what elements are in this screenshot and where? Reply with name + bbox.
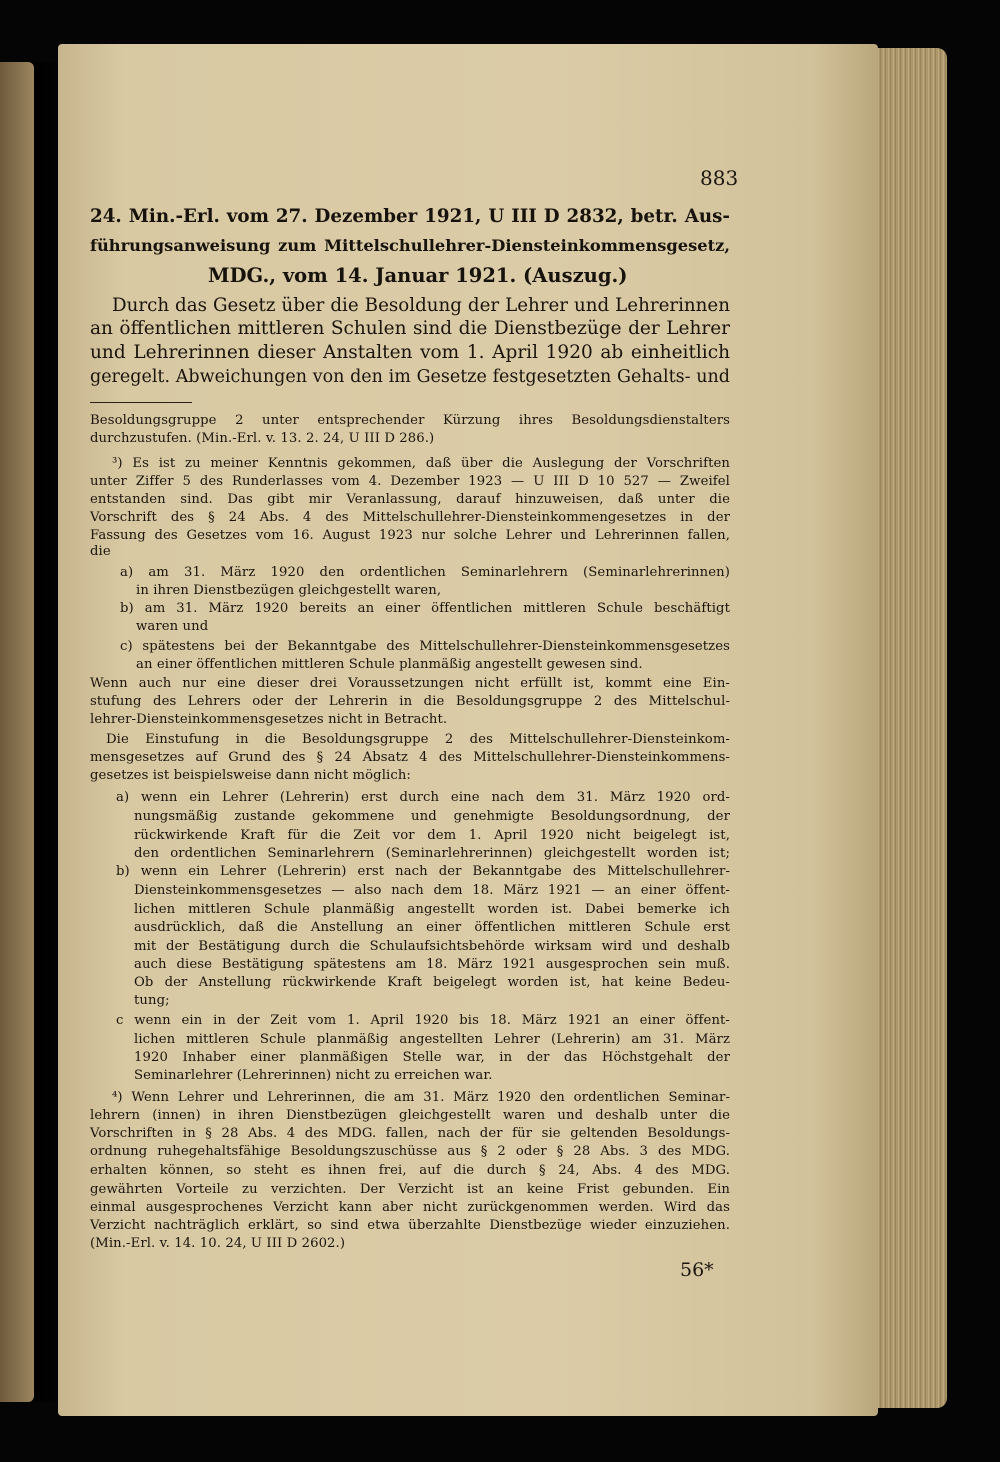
footnote-line: Die Einstufung in die Besoldungsgruppe 2 des Mittelschullehrer-Diensteinkom-	[106, 732, 730, 747]
footnote-line: Besoldungsgruppe 2 unter entsprechender Kürzung ihres Besoldungsdienstalters	[90, 413, 730, 428]
footnote-line: b) am 31. März 1920 bereits an einer öffentlichen mittleren Schule beschäftigt	[120, 601, 730, 616]
footnote-line: durchzustufen. (Min.-Erl. v. 13. 2. 24, U III D 286.)	[90, 431, 435, 446]
left-page-edge	[0, 62, 34, 1402]
footnote-line: in ihren Dienstbezügen gleichgestellt waren,	[136, 583, 442, 598]
footnote-line: lehrer-Diensteinkommensgesetzes nicht in Betracht.	[90, 712, 448, 727]
footnote-line: die	[90, 544, 111, 559]
footnote-line: lichen mittleren Schule planmäßig angestellten Lehrer (Lehrerin) am 31. März	[134, 1032, 730, 1047]
footnote-separator	[90, 402, 192, 403]
footnote-line: Diensteinkommensgesetzes — also nach dem 18. März 1921 — an einer öffent-	[134, 883, 730, 898]
body-text-line: Durch das Gesetz über die Besoldung der Lehrer und Lehrerinnen	[112, 295, 730, 316]
footnote-line: entstanden sind. Das gibt mir Veranlassung, darauf hinzuweisen, daß unter die	[90, 492, 730, 507]
footnote-line: c wenn ein in der Zeit vom 1. April 1920 bis 18. März 1921 an einer öffent-	[116, 1013, 730, 1028]
footnote-line: Vorschrift des § 24 Abs. 4 des Mittelschullehrer-Diensteinkommengesetzes in der	[90, 510, 730, 525]
body-text-line: und Lehrerinnen dieser Anstalten vom 1. April 1920 ab einheitlich	[90, 342, 730, 363]
footnote-line: den ordentlichen Seminarlehrern (Seminarlehrerinnen) gleichgestellt worden ist;	[134, 846, 730, 861]
footnote-line: tung;	[134, 993, 170, 1008]
footnote-line: b) wenn ein Lehrer (Lehrerin) erst nach der Bekanntgabe des Mittelschullehrer-	[116, 864, 730, 879]
footnote-line: Seminarlehrer (Lehrerinnen) nicht zu erreichen war.	[134, 1068, 493, 1083]
body-text-line: an öffentlichen mittleren Schulen sind die Dienstbezüge der Lehrer	[90, 318, 730, 339]
footnote-line: ³) Es ist zu meiner Kenntnis gekommen, daß über die Auslegung der Vorschriften	[112, 456, 730, 471]
footnote-line: Verzicht nachträglich erklärt, so sind etwa überzahlte Dienstbezüge wieder einzuziehen.	[90, 1218, 730, 1233]
footnote-line: gesetzes ist beispielsweise dann nicht möglich:	[90, 768, 411, 783]
footnote-line: 1920 Inhaber einer planmäßigen Stelle war, in der das Höchstgehalt der	[134, 1050, 730, 1065]
footnote-line: auch diese Bestätigung spätestens am 18. März 1921 ausgesprochen sein muß.	[134, 957, 730, 972]
footnote-line: mit der Bestätigung durch die Schulaufsichtsbehörde wirksam wird und deshalb	[134, 939, 730, 954]
footnote-line: ⁴) Wenn Lehrer und Lehrerinnen, die am 31. März 1920 den ordentlichen Seminar-	[112, 1090, 730, 1105]
footnote-line: Vorschriften in § 28 Abs. 4 des MDG. fallen, nach der für sie geltenden Besoldungs-	[90, 1126, 730, 1141]
footnote-line: waren und	[136, 619, 209, 634]
footnote-line: unter Ziffer 5 des Runderlasses vom 4. Dezember 1923 — U III D 10 527 — Zweifel	[90, 474, 730, 489]
footnote-line: Ob der Anstellung rückwirkende Kraft beigelegt worden ist, hat keine Bedeu-	[134, 975, 730, 990]
body-text-line: geregelt. Abweichungen von den im Gesetze festgesetzten Gehalts- und	[90, 367, 730, 387]
footnote-line: erhalten können, so steht es ihnen frei, auf die durch § 24, Abs. 4 des MDG.	[90, 1163, 730, 1178]
footnote-line: mensgesetzes auf Grund des § 24 Absatz 4 des Mittelschullehrer-Diensteinkommens-	[90, 750, 730, 765]
footnote-line: Fassung des Gesetzes vom 16. August 1923 nur solche Lehrer und Lehrerinnen fallen,	[90, 528, 730, 543]
decree-title-line: MDG., vom 14. Januar 1921. (Auszug.)	[208, 264, 628, 287]
footnote-line: lehrern (innen) in ihren Dienstbezügen gleichgestellt waren und deshalb unter die	[90, 1108, 730, 1123]
footnote-line: gewährten Vorteile zu verzichten. Der Verzicht ist an keine Frist gebunden. Ein	[90, 1182, 730, 1197]
footnote-line: nungsmäßig zustande gekommene und genehmigte Besoldungsordnung, der	[134, 809, 730, 824]
footnote-line: ausdrücklich, daß die Anstellung an einer öffentlichen mittleren Schule erst	[134, 920, 730, 935]
footnote-line: (Min.-Erl. v. 14. 10. 24, U III D 2602.)	[90, 1236, 346, 1251]
footnote-line: rückwirkende Kraft für die Zeit vor dem 1. April 1920 nicht beigelegt ist,	[134, 828, 730, 843]
footnote-line: stufung des Lehrers oder der Lehrerin in die Besoldungsgruppe 2 des Mittelschul-	[90, 694, 730, 709]
footnote-line: a) wenn ein Lehrer (Lehrerin) erst durch eine nach dem 31. März 1920 ord-	[116, 790, 730, 805]
footnote-line: Wenn auch nur eine dieser drei Voraussetzungen nicht erfüllt ist, kommt eine Ein-	[90, 676, 730, 691]
footnote-line: c) spätestens bei der Bekanntgabe des Mittelschullehrer-Diensteinkommensgesetzes	[120, 639, 730, 654]
decree-title-line: führungsanweisung zum Mittelschullehrer-Diensteinkommensgesetz,	[90, 236, 730, 255]
signature-mark: 56*	[680, 1259, 714, 1281]
footnote-line: ordnung ruhegehaltsfähige Besoldungszuschüsse aus § 2 oder § 28 Abs. 3 des MDG.	[90, 1144, 730, 1159]
decree-title-line: 24. Min.-Erl. vom 27. Dezember 1921, U III D 2832, betr. Aus-	[90, 206, 730, 227]
footnote-line: einmal ausgesprochenes Verzicht kann aber nicht zurückgenommen werden. Wird das	[90, 1200, 730, 1215]
footnote-line: lichen mittleren Schule planmäßig angestellt worden ist. Dabei bemerke ich	[134, 902, 730, 917]
footnote-line: an einer öffentlichen mittleren Schule planmäßig angestellt gewesen sind.	[136, 657, 643, 672]
page-number: 883	[700, 166, 739, 190]
footnote-line: a) am 31. März 1920 den ordentlichen Seminarlehrern (Seminarlehrerinnen)	[120, 565, 730, 580]
